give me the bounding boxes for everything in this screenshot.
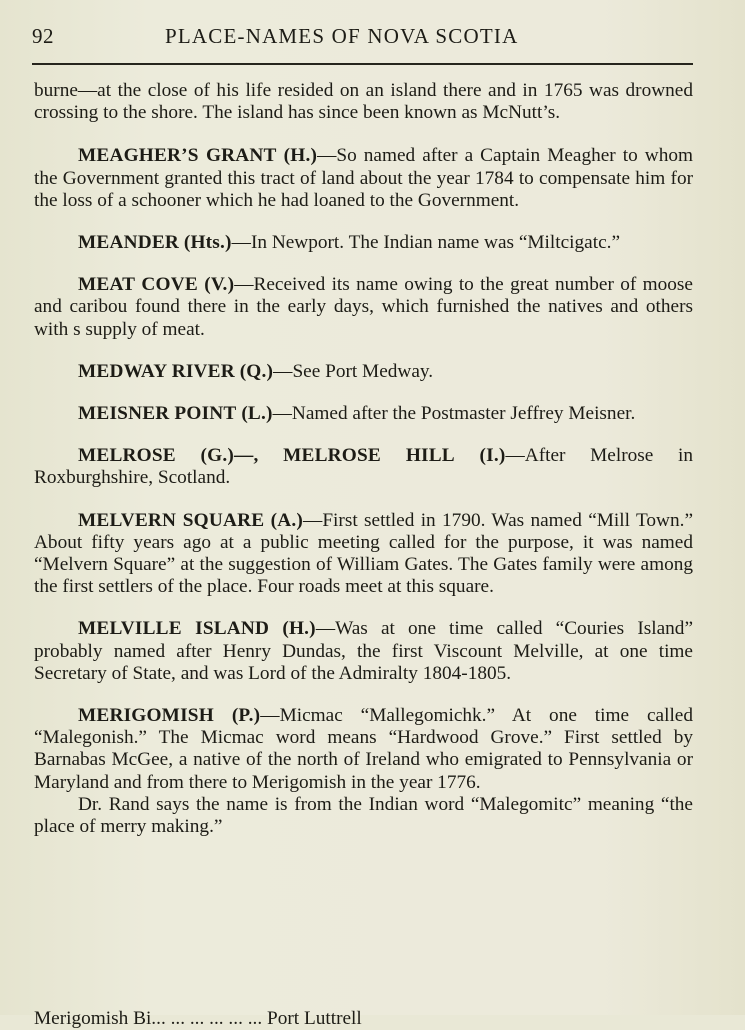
entry-county-code: (L.) (241, 403, 273, 425)
entries-text (34, 80, 693, 858)
running-title: PLACE-NAMES OF NOVA SCOTIA (165, 24, 519, 48)
entry-merigomish (34, 705, 693, 794)
entry-county-code: (H.) (282, 618, 316, 640)
entry-melville-island (34, 618, 693, 685)
entry-meat-cove (34, 274, 693, 341)
entry-headword: MEAT COVE (78, 274, 198, 296)
entry-text: —First settled in 1790. Was named “Mill Town.” About fifty years ago at a public meeting called for the purpose, it was named “Melvern Square” at the suggestion of William Gates. The Gates family were among the first settlers of the place. Four roads meet at this square. (34, 509, 693, 598)
entry-county-code: (P.) (231, 705, 261, 727)
entry-headword: MELVILLE ISLAND (78, 618, 270, 640)
entry-text: —Was at one time called “Couries Island” probably named after Henry Dundas, the first Viscount Melville, at one time Secretary of State, and was Lord of the Admiralty 1804-1805. (34, 618, 694, 684)
entry-medway-river (34, 361, 693, 383)
entry-headword: MERIGOMISH (78, 705, 214, 727)
entry-text: —Micmac “Mallegomichk.” At one time called “Malegonish.” The Micmac word means “Hardwood Grove.” First settled by Barnabas McGee, a native of the north of Ireland who emigrated to Pennsylvania or Maryland and from there to Merigomish in the year 1776. (34, 705, 693, 793)
merigomish-note: Dr. Rand says the name is from the Indian word “Malegomitc” meaning “the place of merry making.” (34, 793, 693, 838)
entry-text: —Received its name owing to the great number of moose and caribou found there in the early days, which furnished the natives and others with s supply of meat. (34, 274, 693, 340)
entry-text: —After Melrose in Roxburghshire, Scotland. (34, 445, 693, 489)
entry-text: —In Newport. The Indian name was “Miltcigatc.” (231, 232, 621, 254)
header-rule (32, 63, 693, 65)
entry-headword: MEAGHER’S GRANT (78, 145, 277, 167)
entry-headword: MEDWAY RIVER (78, 360, 235, 382)
entry-meisner-point (34, 403, 693, 425)
entry-county-code: (V.) (204, 274, 235, 296)
cut-off-line: Merigomish Bi... ... ... ... ... ... Port Luttrell (34, 1008, 362, 1029)
page-number: 92 (32, 24, 54, 48)
entry-meander (34, 232, 693, 254)
continuation-paragraph: burne—at the close of his life resided on an island there and in 1765 was drowned crossing to the shore. The island has since been known as McNutt’s. (34, 80, 693, 124)
entry-text: —So named after a Captain Meagher to whom the Government granted this tract of land about the year 1784 to compensate him for the loss of a schooner which he had loaned to the Government. (34, 145, 693, 211)
entry-county-code: (G.)—, (200, 445, 259, 467)
entry-text: —Named after the Postmaster Jeffrey Meisner. (272, 403, 636, 425)
entry-county-code: (H.) (283, 145, 318, 167)
entry-county-code: (Hts.) (183, 232, 232, 254)
page-header (32, 24, 692, 54)
entry-melvern-square (34, 510, 693, 599)
entry-county-code: (Q.) (239, 360, 274, 382)
entry-county-code: (A.) (270, 509, 304, 531)
entry-headword: MELVERN SQUARE (78, 509, 265, 531)
entry-headword: MELROSE (78, 445, 176, 467)
entry-headword: MEANDER (78, 232, 180, 254)
entry-headword: MEISNER POINT (78, 403, 237, 425)
entry-headword-secondary: MELROSE HILL (283, 445, 455, 467)
entry-county-code-secondary: (I.) (479, 445, 506, 467)
entry-meaghers-grant (34, 145, 693, 212)
entry-text: —See Port Medway. (273, 360, 434, 382)
entry-melrose (34, 445, 693, 489)
